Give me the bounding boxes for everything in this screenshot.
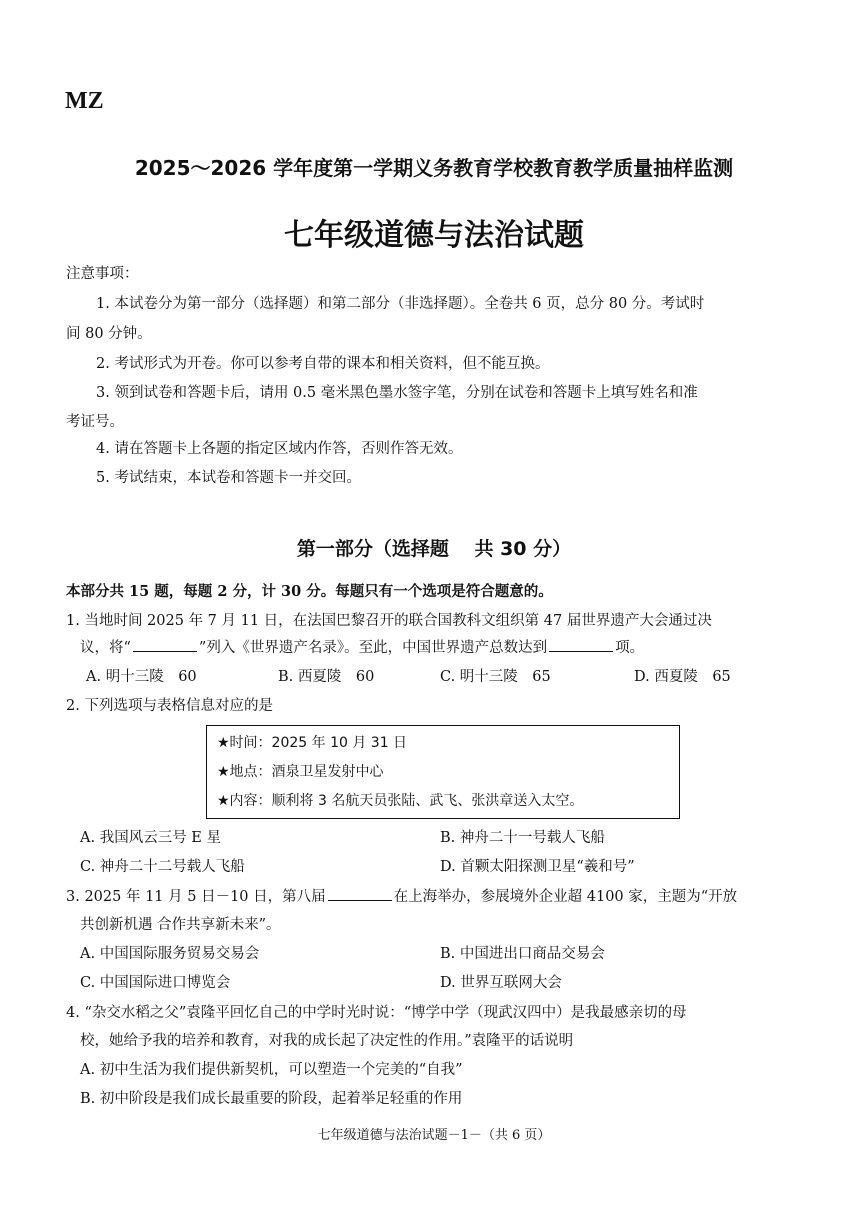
q3-option-c: C. 中国国际进口博览会 [80,975,231,991]
q1-stem-line-1: 1. 当地时间 2025 年 7 月 11 日，在法国巴黎召开的联合国教科文组织第 47 届世界遗产大会通过决 [66,613,712,629]
note-item-3-line-1: 3. 领到试卷和答题卡后，请用 0.5 毫米黑色墨水签字笔，分别在试卷和答题卡上填写姓名和准 [96,385,698,401]
q4-stem-line-2: 校，她给予我的培养和教育，对我的成长起了决定性的作用。”袁隆平的话说明 [80,1033,574,1049]
q2-info-box [206,725,680,819]
q2-option-a: A. 我国风云三号 E 星 [80,830,221,846]
page-footer: 七年级道德与法治试题－1－（共 6 页） [317,1128,551,1143]
note-item-2: 2. 考试形式为开卷。你可以参考自带的课本和相关资料，但不能互换。 [96,356,550,372]
section-title: 第一部分（选择题 共 30 分） [296,538,572,560]
q4-option-b: B. 初中阶段是我们成长最重要的阶段，起着举足轻重的作用 [80,1091,463,1107]
q2-box-time: ★时间：2025 年 10 月 31 日 [217,735,408,751]
q2-stem: 2. 下列选项与表格信息对应的是 [66,698,273,714]
q2-box-place: ★地点：酒泉卫星发射中心 [217,764,384,780]
paper-title: 七年级道德与法治试题 [284,218,584,253]
note-item-3-line-2: 考证号。 [66,414,124,430]
note-item-1-line-1: 1. 本试卷分为第一部分（选择题）和第二部分（非选择题）。全卷共 6 页，总分 80 分。考试时 [96,296,705,312]
q2-box-content: ★内容：顺利将 3 名航天员张陆、武飞、张洪章送入太空。 [217,793,584,809]
q3-stem-line-2: 共创新机遇 合作共享新未来”。 [80,917,281,933]
q2-option-c: C. 神舟二十二号载人飞船 [80,859,245,875]
note-item-4: 4. 请在答题卡上各题的指定区域内作答，否则作答无效。 [96,441,463,457]
q1-stem-line-2: 议，将“ ”列入《世界遗产名录》。至此，中国世界遗产总数达到 项。 [80,636,644,657]
note-item-5: 5. 考试结束，本试卷和答题卡一并交回。 [96,470,361,486]
notes-heading: 注意事项： [66,266,139,282]
q3-option-b: B. 中国进出口商品交易会 [440,946,605,962]
q2-option-d: D. 首颗太阳探测卫星“羲和号” [440,859,635,875]
q3-stem-line-1: 3. 2025 年 11 月 5 日－10 日，第八届 在上海举办，参展境外企业超 4100 家，主题为“开放 [66,885,737,906]
q1-option-c: C. 明十三陵 65 [440,669,551,685]
q3-option-d: D. 世界互联网大会 [440,975,562,991]
section-instruction: 本部分共 15 题，每题 2 分，计 30 分。每题只有一个选项是符合题意的。 [66,583,553,600]
q3-option-a: A. 中国国际服务贸易交易会 [80,946,260,962]
paper-mark: MZ [65,88,104,114]
q1-blank-2 [549,637,613,652]
exam-name: 2025～2026 学年度第一学期义务教育学校教育教学质量抽样监测 [134,156,734,180]
q4-stem-line-1: 4. “杂交水稻之父”袁隆平回忆自己的中学时光时说：“博学中学（现武汉四中）是我最感亲切的母 [66,1005,687,1021]
q1-option-a: A. 明十三陵 60 [86,669,197,685]
q1-option-d: D. 西夏陵 65 [634,669,731,685]
q1-blank-1 [133,637,197,652]
q3-blank [328,886,392,901]
q2-option-b: B. 神舟二十一号载人飞船 [440,830,605,846]
note-item-1-line-2: 间 80 分钟。 [66,326,152,342]
q4-option-a: A. 初中生活为我们提供新契机，可以塑造一个完美的“自我” [80,1062,463,1078]
q1-option-b: B. 西夏陵 60 [278,669,375,685]
